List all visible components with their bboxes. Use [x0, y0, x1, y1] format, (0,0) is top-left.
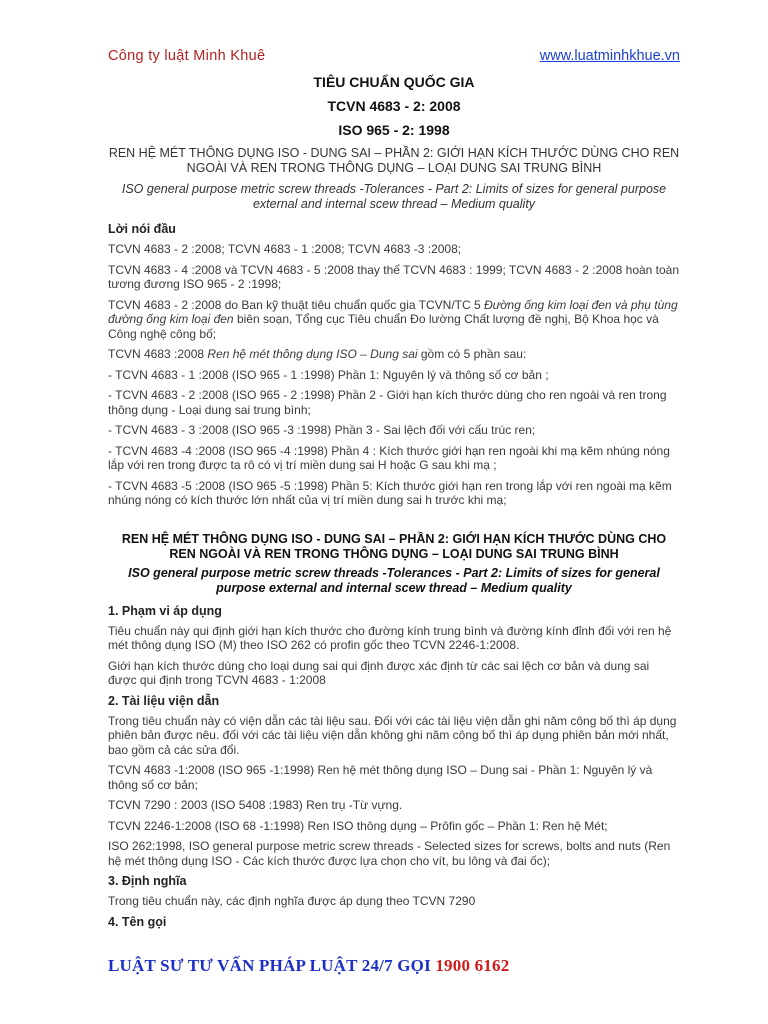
- part-list-item: - TCVN 4683 -5 :2008 (ISO 965 -5 :1998) Phần 5: Kích thước giới hạn ren trong lắp với ren ngoài mạ kẽm nhúng nóng có kích thước lớn nhất của vị trí miền dung sai h trước khi mạ;: [108, 478, 672, 507]
- body-paragraph: Trong tiêu chuẩn này có viện dẫn các tài liệu sau. Đối với các tài liệu viện dẫn ghi năm công bố thì áp dụng phiên bản được nêu. đối với các tài liệu viện dẫn không ghi năm công bố thì áp dụng phiên bản mới nhất, bao gồm cả các sửa đổi.: [108, 713, 677, 757]
- hotline-number[interactable]: 1900 6162: [435, 956, 510, 975]
- text-run: gồm có 5 phần sau:: [417, 347, 527, 361]
- footer-text: LUẬT SƯ TƯ VẤN PHÁP LUẬT 24/7 GỌI: [108, 956, 436, 975]
- heading-scope: 1. Phạm vi áp dụng: [108, 603, 222, 618]
- reference-item: TCVN 4683 -1:2008 (ISO 965 -1:1998) Ren hệ mét thông dụng ISO – Dung sai - Phần 1: Nguyên lý và thông số cơ bản;: [108, 763, 653, 792]
- reference-item: TCVN 7290 : 2003 (ISO 5408 :1983) Ren trụ -Từ vựng.: [108, 798, 403, 812]
- footer-banner: [108, 956, 509, 976]
- iso-number: ISO 965 - 2: 1998: [338, 122, 450, 138]
- reference-item: ISO 262:1998, ISO general purpose metric screw threads - Selected sizes for screws, bolts and nuts (Ren hệ mét thông dụng ISO - Các kích thước được lựa chọn cho vít, bu lông và đai ốc);: [108, 839, 671, 868]
- emphasis-text: Đường ống kim loại đen và phụ tùng đường ống kim loại đen: [108, 297, 678, 326]
- section-title-english: ISO general purpose metric screw threads -Tolerances - Part 2: Limits of sizes for general purpose external and internal scew thread – Medium quality: [128, 565, 660, 595]
- subtitle-english: ISO general purpose metric screw threads -Tolerances - Part 2: Limits of sizes for general purpose external and internal scew thread – Medium quality: [121, 182, 667, 211]
- text-run: biên soạn, Tổng cục Tiêu chuẩn Đo lường Chất lượng đề nghị, Bộ Khoa học và Công nghệ công bố;: [108, 312, 659, 341]
- foreword-paragraph: [108, 347, 680, 362]
- document-page: [108, 48, 680, 935]
- subtitle-vietnamese: REN HỆ MÉT THÔNG DỤNG ISO - DUNG SAI – PHẦN 2: GIỚI HẠN KÍCH THƯỚC DÙNG CHO REN NGOÀI VÀ REN TRONG THÔNG DỤNG – LOẠI DUNG SAI TRUNG BÌNH: [108, 146, 680, 175]
- heading-designation: 4. Tên gọi: [108, 914, 167, 929]
- part-list-item: - TCVN 4683 - 3 :2008 (ISO 965 -3 :1998) Phần 3 - Sai lệch đối với cấu trúc ren;: [108, 423, 536, 437]
- reference-item: TCVN 2246-1:2008 (ISO 68 -1:1998) Ren ISO thông dụng – Prôfin gốc – Phần 1: Ren hệ Mét;: [108, 818, 608, 833]
- standard-title: TIÊU CHUẨN QUỐC GIA: [313, 74, 475, 90]
- foreword-paragraph: [108, 298, 680, 342]
- body-paragraph: Trong tiêu chuẩn này, các định nghĩa được áp dụng theo TCVN 7290: [108, 894, 476, 908]
- body-paragraph: Giới hạn kích thước dùng cho loại dung sai qui định được xác định từ các sai lệch cơ bản và dung sai được qui định trong TCVN 4683 - 1:2008: [108, 658, 650, 687]
- page-header: [108, 48, 680, 64]
- section-title-vietnamese: REN HỆ MÉT THÔNG DỤNG ISO - DUNG SAI – PHẦN 2: GIỚI HẠN KÍCH THƯỚC DÙNG CHO REN NGOÀI VÀ REN TRONG THÔNG DỤNG – LOẠI DUNG SAI TRUNG BÌNH: [121, 531, 667, 561]
- part-list-item: - TCVN 4683 -4 :2008 (ISO 965 -4 :1998) Phần 4 : Kích thước giới hạn ren ngoài khi mạ kẽm nhúng nóng lắp với ren trong được ta rô có vị trí miền dung sai H hoặc G sau khi mạ ;: [108, 443, 670, 472]
- tcvn-number: TCVN 4683 - 2: 2008: [327, 98, 461, 114]
- heading-definitions: 3. Định nghĩa: [108, 874, 187, 888]
- company-name: Công ty luật Minh Khuê: [108, 48, 266, 64]
- heading-references: 2. Tài liệu viện dẫn: [108, 693, 220, 708]
- body-paragraph: Tiêu chuẩn này qui định giới hạn kích thước cho đường kính trung bình và đường kính đỉnh đối với ren hệ mét thông dụng ISO (M) theo ISO 262 có profin gốc theo TCVN 2246-1:2008.: [108, 623, 672, 652]
- text-run: TCVN 4683 - 2 :2008 do Ban kỹ thuật tiêu chuẩn quốc gia TCVN/TC 5: [108, 297, 484, 312]
- foreword-heading: Lời nói đầu: [108, 222, 176, 236]
- text-run: TCVN 4683 :2008: [108, 347, 208, 361]
- foreword-paragraph: TCVN 4683 - 2 :2008; TCVN 4683 - 1 :2008; TCVN 4683 -3 :2008;: [108, 242, 462, 256]
- website-link[interactable]: www.luatminhkhue.vn: [539, 48, 680, 64]
- part-list-item: - TCVN 4683 - 1 :2008 (ISO 965 - 1 :1998) Phần 1: Nguyên lý và thông số cơ bản ;: [108, 367, 549, 382]
- part-list-item: - TCVN 4683 - 2 :2008 (ISO 965 - 2 :1998) Phần 2 - Giới hạn kích thước dùng cho ren ngoài và ren trong thông dụng - Loại dung sai trung bình;: [108, 388, 667, 417]
- foreword-paragraph: TCVN 4683 - 4 :2008 và TCVN 4683 - 5 :2008 thay thế TCVN 4683 : 1999; TCVN 4683 - 2 :2008 hoàn toàn tương đương ISO 965 - 2 :1998;: [108, 262, 680, 291]
- emphasis-text: Ren hệ mét thông dụng ISO – Dung sai: [207, 347, 418, 361]
